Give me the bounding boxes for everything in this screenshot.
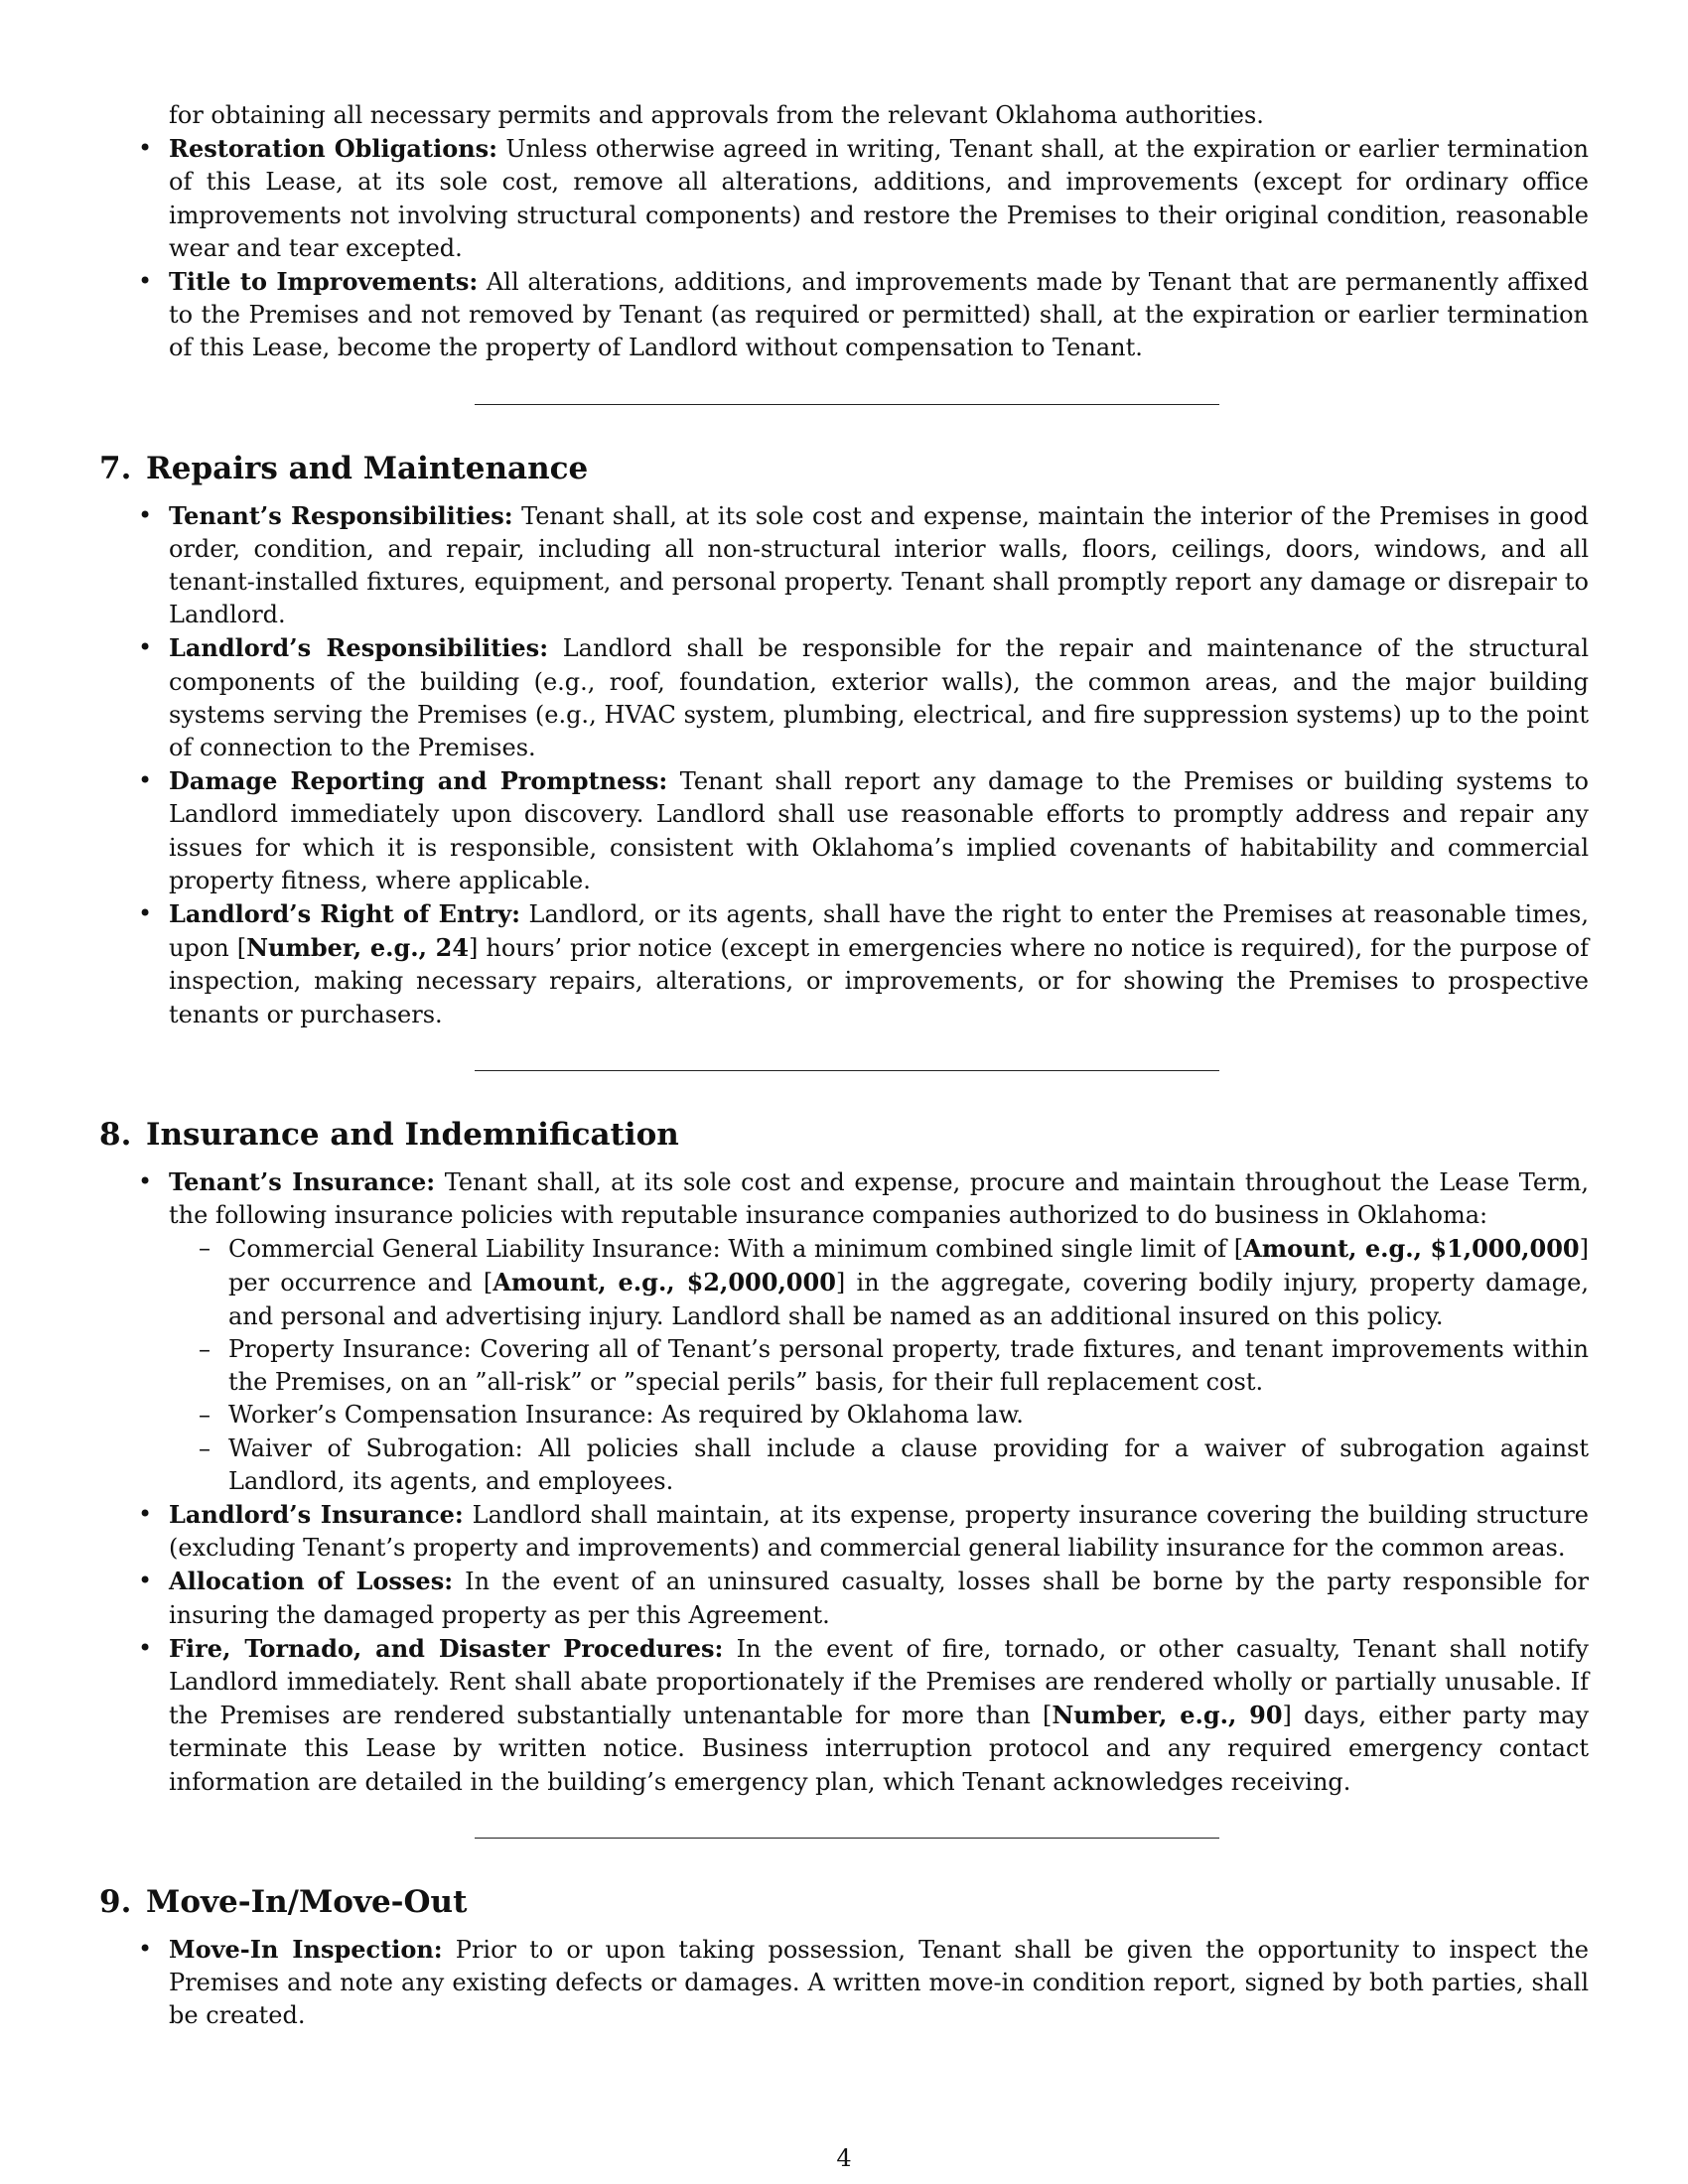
move-in-list bbox=[99, 1933, 1589, 2033]
sub-list-item: – Property Insurance: Covering all of Tenant’s personal property, trade fixtures, and tenant improvements within the Premises, on an ”all-risk” or ”special perils” basis, for their full replacement cost. bbox=[169, 1333, 1589, 1399]
placeholder-field: Number, e.g., 90 bbox=[1052, 1701, 1283, 1730]
section-heading-9: 9. Move-In/Move-Out bbox=[99, 1883, 468, 1920]
item-label: Restoration Obligations: bbox=[169, 134, 498, 164]
item-label: Fire, Tornado, and Disaster Procedures: bbox=[169, 1633, 724, 1663]
placeholder-field: Amount, e.g., $2,000,000 bbox=[492, 1268, 836, 1297]
section-divider bbox=[475, 1070, 1219, 1071]
list-item: • Landlord’s Right of Entry: Landlord, or its agents, shall have the right to enter the Premises at reasonable times, upon [Number, e.g., 24] hours’ prior notice (except in emergencies where no notice is required), for the purpose of inspection, making necessary repairs, alterations, or improvements, or for showing the Premises to prospective tenants or purchasers. bbox=[99, 897, 1589, 1031]
improvements-list bbox=[99, 132, 1589, 364]
list-item bbox=[99, 132, 1589, 265]
insurance-list bbox=[99, 1165, 1589, 1799]
section-heading-7: 7. Repairs and Maintenance bbox=[99, 450, 589, 486]
placeholder-field: Number, e.g., 24 bbox=[246, 933, 470, 963]
list-item bbox=[99, 764, 1589, 897]
repairs-list bbox=[99, 499, 1589, 1031]
page-number: 4 bbox=[836, 2144, 852, 2172]
item-text: All alterations, additions, and improvements made by Tenant that are permanently affixed to the Premises and not removed by Tenant (as required or permitted) shall, at the expiration or earlier termination of this Lease, become the property of Landlord without compensation to Tenant. bbox=[169, 268, 1589, 362]
sub-list-item: – Worker’s Compensation Insurance: As required by Oklahoma law. bbox=[169, 1399, 1589, 1432]
item-label: Damage Reporting and Promptness: bbox=[169, 766, 668, 796]
section-divider bbox=[475, 404, 1219, 405]
item-text: Unless otherwise agreed in writing, Tenant shall, at the expiration or earlier termination of this Lease, at its sole cost, remove all alterations, additions, and improvements (except for ordinary office improvements not involving structural components) and restore the Premises to their original condition, reasonable wear and tear excepted. bbox=[169, 135, 1590, 262]
item-text: In the event of an uninsured casualty, losses shall be borne by the party responsible for insuring the damaged property as per this Agreement. bbox=[169, 1568, 1590, 1629]
item-label: Tenant’s Insurance: bbox=[169, 1166, 436, 1196]
item-label: Title to Improvements: bbox=[169, 267, 479, 297]
section-divider bbox=[475, 1838, 1219, 1839]
list-item bbox=[99, 265, 1589, 365]
list-item bbox=[99, 1165, 1589, 1498]
list-item bbox=[99, 1933, 1589, 2033]
list-item bbox=[99, 631, 1589, 764]
section-heading-8: 8. Insurance and Indemnification bbox=[99, 1116, 679, 1153]
list-item bbox=[99, 499, 1589, 632]
list-item: • Fire, Tornado, and Disaster Procedures: In the event of fire, tornado, or other casualty, Tenant shall notify Landlord immediately. Rent shall abate proportionately if the Premises are rendered wholly or partially unusable. If the Premises are rendered substantially untenantable for more than [Number, e.g., 90] days, either party may terminate this Lease by written notice. Business interruption protocol and any required emergency contact information are detailed in the building’s emergency plan, which Tenant acknowledges receiving. bbox=[99, 1632, 1589, 1799]
item-label: Allocation of Losses: bbox=[169, 1567, 454, 1596]
item-text: Landlord shall be responsible for the repair and maintenance of the structural components of the building (e.g., roof, foundation, exterior walls), the common areas, and the major building systems serving the Premises (e.g., HVAC system, plumbing, electrical, and fire suppression systems) up to the point of connection to the Premises. bbox=[169, 634, 1590, 762]
sub-list-item: – Waiver of Subrogation: All policies shall include a clause providing for a waiver of subrogation against Landlord, its agents, and employees. bbox=[169, 1433, 1589, 1498]
continuation-paragraph: for obtaining all necessary permits and approvals from the relevant Oklahoma authorities. bbox=[169, 101, 1264, 129]
sub-list-item: – Commercial General Liability Insurance: With a minimum combined single limit of [Amount, e.g., $1,000,000] per occurrence and [Amount, e.g., $2,000,000] in the aggregate, covering bodily injury, property damage, and personal and advertising injury. Landlord shall be named as an additional insured on this policy. bbox=[169, 1232, 1589, 1333]
item-text: Tenant shall, at its sole cost and expense, procure and maintain throughout the Lease Term, the following insurance policies with reputable insurance companies authorized to do business in Oklahoma: bbox=[169, 1167, 1589, 1230]
item-label: Tenant’s Responsibilities: bbox=[169, 500, 513, 530]
insurance-sublist bbox=[169, 1232, 1589, 1498]
item-label: Landlord’s Right of Entry: bbox=[169, 899, 520, 929]
item-text: Landlord shall maintain, at its expense, property insurance covering the building structure (excluding Tenant’s property and improvements) and commercial general liability insurance for the common areas. bbox=[169, 1500, 1590, 1563]
item-text: Prior to or upon taking possession, Tenant shall be given the opportunity to inspect the Premises and note any existing defects or damages. A written move-in condition report, signed by both parties, shall be created. bbox=[169, 1935, 1589, 2030]
placeholder-field: Amount, e.g., $1,000,000 bbox=[1243, 1234, 1580, 1264]
list-item bbox=[99, 1498, 1589, 1565]
item-text: Tenant shall, at its sole cost and expense, maintain the interior of the Premises in good order, condition, and repair, including all non-structural interior walls, floors, ceilings, doors, windows, and all tenant-installed fixtures, equipment, and personal property. Tenant shall promptly report any damage or disrepair to Landlord. bbox=[169, 501, 1590, 629]
document-page bbox=[99, 99, 1589, 2032]
item-label: Move-In Inspection: bbox=[169, 1934, 443, 1964]
list-item bbox=[99, 1565, 1589, 1631]
item-text: Tenant shall report any damage to the Premises or building systems to Landlord immediately upon discovery. Landlord shall use reasonable efforts to promptly address and repair any issues for which it is responsible, consistent with Oklahoma’s implied covenants of habitability and commercial property fitness, where applicable. bbox=[169, 767, 1589, 894]
item-label: Landlord’s Insurance: bbox=[169, 1499, 464, 1529]
item-label: Landlord’s Responsibilities: bbox=[169, 633, 549, 663]
